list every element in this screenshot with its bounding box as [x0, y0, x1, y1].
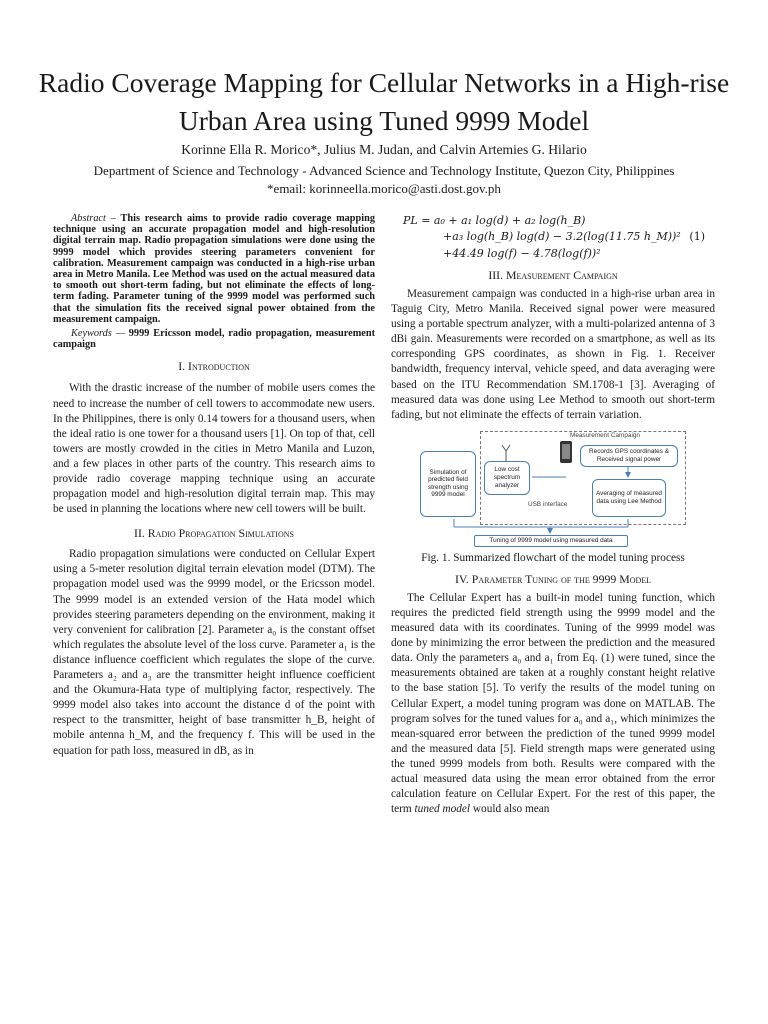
introduction-paragraph: With the drastic increase of the number of mobile users comes the need to increase the number of cell towers to accommodate new users. In the Philippines, there is only 0.14 towers for a thousand users, when the ideal ratio is one tower for a thousand users [1]. On top of that, cell towers are mostly crowded in the cities in Metro Manila and Luzon, and a few places in other parts of the country. This research aims to provide radio coverage mapping technique using an accurate propagation model and high-resolution digital terrain map. This may be used in planning the locations where new cell towers will be built.: [53, 382, 375, 516]
equation-number: (1): [689, 230, 705, 243]
simulation-box: Simulation of predicted field strength using 9999 model: [420, 451, 476, 517]
right-column: [391, 213, 715, 817]
equation-line-1: PL = a₀ + a₁ log(d) + a₂ log(h_B): [403, 214, 586, 227]
affiliation: Department of Science and Technology - Advanced Science and Technology Institute, Quezon City, Philippines: [93, 163, 675, 178]
path-loss-equation: [391, 213, 715, 263]
section-heading-measurement-campaign: III. Measurement Campaign: [488, 268, 618, 282]
measurement-campaign-label: Measurement Campaign: [570, 431, 640, 439]
abstract-lead: Abstract –: [71, 213, 116, 224]
tuned-model-term: tuned model: [414, 803, 471, 816]
analyzer-box: Low cost spectrum analyzer: [484, 461, 530, 495]
corresponding-email: *email: korinneella.morico@asti.dost.gov.ph: [267, 181, 501, 196]
section-heading-introduction: I. Introduction: [178, 359, 250, 374]
measurement-campaign-paragraph: Measurement campaign was conducted in a high-rise urban area in Taguig City, Metro Manila. Received signal power were measured using a portable spectrum analyzer, with a multi-polarized antenna of 3 dBi gain. Measurements were recorded on a smartphone, as well as its corresponding GPS coordinates, as shown in Fig. 1. Receiver bandwidth, frequency interval, vehicle speed, and data averaging were based on the ITU Recommendation SM.1708-1 [3]. Averaging of measured data was done using Lee Method to smooth out short-term fading, but not eliminate the effects of terrain variation.: [391, 288, 715, 421]
parameter-tuning-paragraph: The Cellular Expert has a built-in model tuning function, which requires the predicted field strength using the 9999 model and the measured data with its coordinates. Tuning of the 9999 model was done by minimizing the error between the prediction and the measured data. Only the parameters a₀ and a₁ from Eq. (1) were tuned, since the measurements obtained are taken at a roughly constant height relative to the base station [5]. To verify the results of the model tuning on Cellular Expert, a model tuning program was done on MATLAB. The program solves for the tuned values for a₀ and a₁, which minimizes the mean-squared error between the prediction of the tuned 9999 model and the measured data [5]. Field strength maps were generated using the tuned 9999 models from both. Results were compared with the actual measured data using the mean error obtained from the error calculation feature on Cellular Expert. For the rest of this paper, the term tuned model would also mean: [391, 591, 715, 816]
abstract: [53, 213, 375, 325]
equation-line-3: +44.49 log(f) − 4.78(log(f))²: [443, 247, 601, 260]
author-list: Korinne Ella R. Morico*, Julius M. Judan, and Calvin Artemies G. Hilario: [181, 142, 587, 157]
section-heading-radio-propagation: II. Radio Propagation Simulations: [134, 526, 294, 541]
left-column: [53, 213, 375, 759]
section-heading-parameter-tuning: IV. Parameter Tuning of the 9999 Model: [454, 571, 652, 586]
paper-title: Radio Coverage Mapping for Cellular Networks in a High-rise Urban Area using Tuned 9999 Model: [38, 67, 730, 136]
keywords-lead: Keywords —: [71, 328, 125, 340]
averaging-box: Averaging of measured data using Lee Method: [592, 479, 666, 517]
flowchart-figure: [420, 431, 686, 547]
keywords: [53, 328, 375, 350]
usb-interface-label: USB interface: [528, 500, 568, 508]
tuning-box: Tuning of 9999 model using measured data: [474, 535, 628, 547]
keywords-text: 9999 Ericsson model, radio propagation, measurement campaign: [53, 328, 376, 351]
figure-caption: Fig. 1. Summarized flowchart of the model tuning process: [421, 551, 685, 564]
abstract-text: This research aims to provide radio coverage mapping technique using an accurate propagation model and high-resolution digital terrain map. Radio propagation simulations were done using the 9999 model which provides steering parameters convenient for calibration. Measurement campaign was conducted in a high-rise urban area in Metro Manila. Lee Method was used on the actual measured data to smooth out short-term fading, but not eliminate the effects of long-term fading. Parameter tuning of the 9999 model was performed such that the simulation fits the received signal power obtained from the measurement campaign.: [53, 213, 376, 325]
radio-propagation-paragraph: Radio propagation simulations were conducted on Cellular Expert using a 5-meter resolution digital terrain elevation model (DTM). The propagation model used was the 9999 model, or the Ericsson model. The 9999 model is an extended version of the Hata model which provides steering parameters depending on the environment, making it very convenient for calibration [2]. Parameter a₀ is the constant offset which regulates the absolute level of the loss curve. Parameter a₁ is the distance influence coefficient which regulates the slope of the curve. Parameters a₂ and a₃ are the transmitter height influence coefficient and the Okumura-Hata type of multiplying factor, respectively. The 9999 model also takes into account the distance d of the point with respect to the transmitter, height of base transmitter h_B, height of mobile antenna h_M, and the frequency f. This will be used in the equation for path loss, measured in dB, as in: [53, 548, 375, 757]
equation-line-2: +a₃ log(h_B) log(d) − 3.2(log(11.75 h_M))²: [443, 230, 681, 243]
gps-record-box: Records GPS coordinates & Received signal power: [580, 445, 678, 467]
